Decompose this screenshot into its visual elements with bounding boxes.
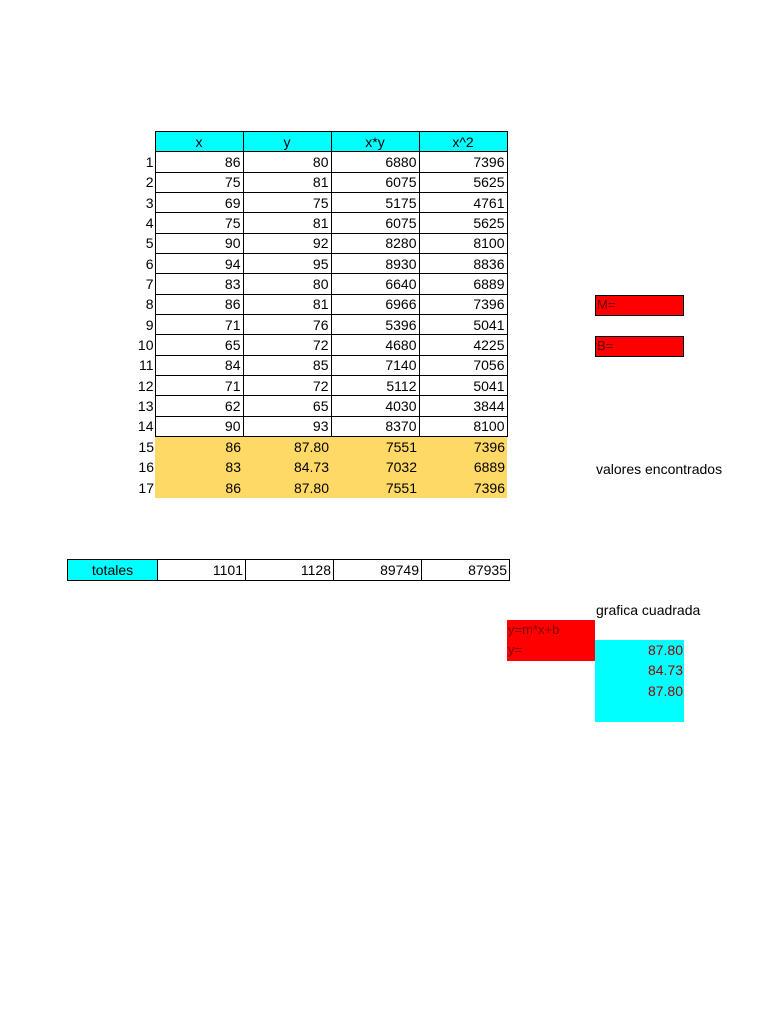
cell-xy[interactable]: 4030	[331, 396, 419, 416]
row-number: 1	[145, 154, 154, 171]
total-y[interactable]: 1128	[246, 560, 334, 581]
table-row	[114, 213, 507, 233]
row-number: 5	[145, 235, 154, 252]
table-row	[114, 254, 507, 274]
corner-cell	[114, 132, 155, 152]
cell-y[interactable]: 72	[243, 376, 331, 396]
row-number: 4	[145, 215, 154, 232]
cell-y[interactable]: 76	[243, 315, 331, 335]
cell-xy[interactable]: 7140	[331, 355, 419, 375]
y-value-2[interactable]: 84.73	[647, 662, 683, 679]
totals-row	[68, 560, 510, 581]
cell-xy[interactable]: 6966	[331, 294, 419, 314]
totals-table	[67, 559, 510, 581]
cell-y[interactable]: 80	[243, 152, 331, 172]
table-row	[114, 233, 507, 253]
cell-x2[interactable]: 6889	[419, 457, 507, 477]
row-number: 8	[145, 296, 154, 313]
graph-label: grafica cuadrada	[596, 602, 701, 618]
cell-y[interactable]: 84.73	[243, 457, 331, 477]
cell-xy[interactable]: 7551	[331, 477, 419, 497]
cell-y[interactable]: 87.80	[243, 477, 331, 497]
table-row	[114, 437, 507, 457]
cell-xy[interactable]: 7551	[331, 437, 419, 457]
cell-x[interactable]: 75	[155, 172, 243, 192]
cell-x2[interactable]: 6889	[419, 274, 507, 294]
cell-x2[interactable]: 7396	[419, 294, 507, 314]
table-row	[114, 396, 507, 416]
cell-y[interactable]: 95	[243, 254, 331, 274]
cell-xy[interactable]: 6640	[331, 274, 419, 294]
table-row	[114, 315, 507, 335]
cell-y[interactable]: 92	[243, 233, 331, 253]
cell-y[interactable]: 80	[243, 274, 331, 294]
cell-x2[interactable]: 4761	[419, 193, 507, 213]
totals-label[interactable]: totales	[68, 560, 158, 581]
cell-xy[interactable]: 4680	[331, 335, 419, 355]
cell-x2[interactable]: 5041	[419, 315, 507, 335]
m-cell[interactable]: M=	[595, 295, 684, 316]
y-value-1[interactable]: 87.80	[647, 642, 683, 658]
row-number: 17	[138, 479, 154, 496]
cell-xy[interactable]: 5175	[331, 193, 419, 213]
cell-x2[interactable]: 8836	[419, 254, 507, 274]
row-number: 13	[137, 398, 154, 415]
total-x2[interactable]: 87935	[422, 560, 510, 581]
total-x[interactable]: 1101	[158, 560, 246, 581]
cell-x[interactable]: 65	[155, 335, 243, 355]
table-row	[114, 152, 507, 172]
cell-x2[interactable]: 7396	[419, 152, 507, 172]
row-number: 3	[145, 194, 154, 211]
row-number: 2	[145, 174, 154, 191]
row-number: 15	[138, 438, 154, 455]
cell-xy[interactable]: 8370	[331, 416, 419, 436]
cell-y[interactable]: 72	[243, 335, 331, 355]
row-number: 10	[137, 337, 154, 354]
cell-y[interactable]: 65	[243, 396, 331, 416]
cell-x[interactable]: 86	[155, 477, 243, 497]
table-row	[114, 416, 507, 436]
header-xy[interactable]: x*y	[331, 132, 419, 152]
row-number: 9	[145, 316, 154, 333]
cell-x[interactable]: 86	[155, 294, 243, 314]
cell-y[interactable]: 93	[243, 416, 331, 436]
cell-xy[interactable]: 5112	[331, 376, 419, 396]
table-row	[114, 274, 507, 294]
cell-xy[interactable]: 8280	[331, 233, 419, 253]
row-number: 7	[145, 276, 154, 293]
cell-x[interactable]: 94	[155, 254, 243, 274]
cell-x2[interactable]: 8100	[419, 416, 507, 436]
table-row	[114, 477, 507, 497]
cell-y[interactable]: 87.80	[243, 437, 331, 457]
cell-x[interactable]: 90	[155, 233, 243, 253]
cell-x[interactable]: 62	[155, 396, 243, 416]
cell-x[interactable]: 90	[155, 416, 243, 436]
cell-x[interactable]: 84	[155, 355, 243, 375]
header-x[interactable]: x	[155, 132, 243, 152]
cell-x[interactable]: 71	[155, 376, 243, 396]
header-x2[interactable]: x^2	[419, 132, 507, 152]
cell-x[interactable]: 83	[155, 274, 243, 294]
cell-y[interactable]: 75	[243, 193, 331, 213]
cell-y[interactable]: 81	[243, 213, 331, 233]
y-label-cell[interactable]: y=	[507, 640, 595, 661]
cell-x2[interactable]: 8100	[419, 233, 507, 253]
cell-x[interactable]: 69	[155, 193, 243, 213]
data-table	[114, 131, 508, 498]
table-row	[114, 193, 507, 213]
cell-y[interactable]: 81	[243, 294, 331, 314]
cell-x2[interactable]: 4225	[419, 335, 507, 355]
b-cell[interactable]: B=	[595, 336, 684, 357]
cell-y[interactable]: 85	[243, 355, 331, 375]
row-number: 11	[138, 357, 154, 374]
row-number: 12	[137, 377, 154, 394]
table-row	[114, 376, 507, 396]
row-number: 16	[138, 459, 154, 476]
header-y[interactable]: y	[243, 132, 331, 152]
table-row	[114, 457, 507, 477]
cell-x[interactable]: 75	[155, 213, 243, 233]
cell-y[interactable]: 81	[243, 172, 331, 192]
cell-x2[interactable]: 5041	[419, 376, 507, 396]
cell-x2[interactable]: 3844	[419, 396, 507, 416]
table-row	[114, 294, 507, 314]
header-row	[114, 132, 507, 152]
cell-xy[interactable]: 6075	[331, 172, 419, 192]
row-number: 14	[137, 418, 154, 435]
cell-x2[interactable]: 7396	[419, 437, 507, 457]
cell-xy[interactable]: 6075	[331, 213, 419, 233]
cell-x[interactable]: 86	[155, 152, 243, 172]
total-xy[interactable]: 89749	[334, 560, 422, 581]
cell-xy[interactable]: 6880	[331, 152, 419, 172]
cell-xy[interactable]: 5396	[331, 315, 419, 335]
cell-xy[interactable]: 7032	[331, 457, 419, 477]
y-values-box	[595, 640, 684, 722]
cell-x[interactable]: 86	[155, 437, 243, 457]
y-value-3[interactable]: 87.80	[647, 682, 683, 699]
cell-xy[interactable]: 8930	[331, 254, 419, 274]
table-row	[114, 355, 507, 375]
row-number: 6	[145, 255, 154, 272]
found-values-label: valores encontrados	[596, 461, 723, 477]
cell-x[interactable]: 71	[155, 315, 243, 335]
table-row	[114, 335, 507, 355]
cell-x2[interactable]: 7056	[419, 355, 507, 375]
cell-x2[interactable]: 5625	[419, 213, 507, 233]
cell-x[interactable]: 83	[155, 457, 243, 477]
formula-cell[interactable]: y=m*x+b	[507, 620, 595, 640]
cell-x2[interactable]: 7396	[419, 477, 507, 497]
table-row	[114, 172, 507, 192]
cell-x2[interactable]: 5625	[419, 172, 507, 192]
